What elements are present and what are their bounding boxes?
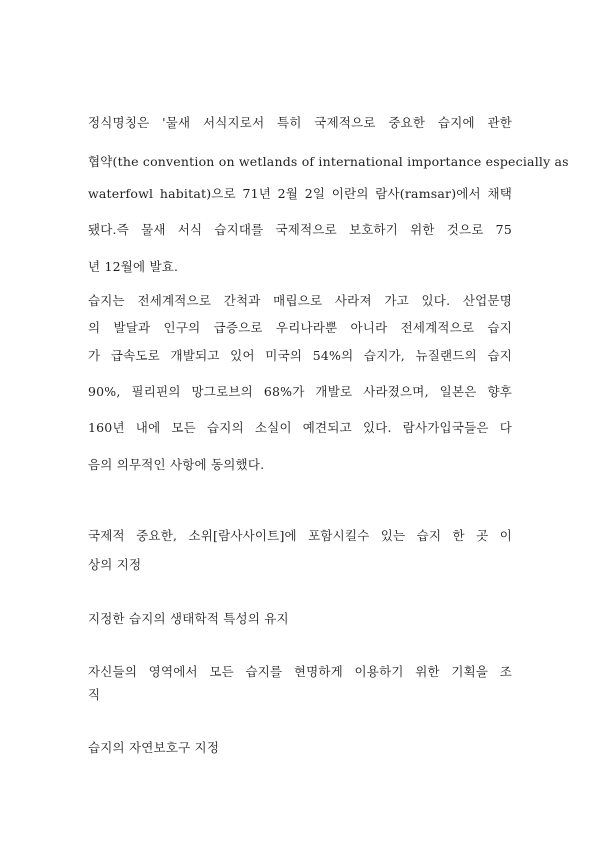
obligation-2: 지정한 습지의 생태학적 특성의 유지: [88, 611, 289, 626]
paragraph-1-line-4: 됐다.즉 물새 서식 습지대를 국제적으로 보호하기 위한 것으로 75: [88, 222, 512, 237]
paragraph-1-line-3: waterfowl habitat)으로 71년 2월 2일 이란의 람사(ramsar)에서 채택: [88, 186, 512, 201]
paragraph-1-line-5: 년 12월에 발효.: [88, 259, 179, 274]
paragraph-2-line-6: 음의 의무적인 사항에 동의했다.: [88, 457, 265, 472]
obligation-3-line-1: 자신들의 영역에서 모든 습지를 현명하게 이용하기 위한 기획을 조: [88, 664, 512, 679]
obligation-4: 습지의 자연보호구 지정: [88, 740, 220, 755]
paragraph-1-line-2: 협약(the convention on wetlands of international importance especially as: [88, 154, 569, 169]
obligation-3-line-2: 직: [88, 687, 101, 702]
paragraph-2-line-5: 160년 내에 모든 습지의 소실이 예견되고 있다. 람사가입국들은 다: [88, 420, 512, 435]
paragraph-2-line-2: 의 발달과 인구의 급증으로 우리나라뿐 아니라 전세계적으로 습지: [88, 320, 512, 335]
paragraph-1-line-1: 정식명칭은 '물새 서식지로서 특히 국제적으로 중요한 습지에 관한: [88, 115, 512, 130]
obligation-1-line-1: 국제적 중요한, 소위[람사사이트]에 포함시킬수 있는 습지 한 곳 이: [88, 528, 512, 543]
obligation-1-line-2: 상의 지정: [88, 557, 142, 572]
paragraph-2-line-1: 습지는 전세계적으로 간척과 매립으로 사라져 가고 있다. 산업문명: [88, 293, 512, 308]
paragraph-2-line-3: 가 급속도로 개발되고 있어 미국의 54%의 습지가, 뉴질랜드의 습지: [88, 348, 512, 363]
paragraph-2-line-4: 90%, 필리핀의 망그로브의 68%가 개발로 사라졌으며, 일본은 향후: [88, 384, 512, 399]
